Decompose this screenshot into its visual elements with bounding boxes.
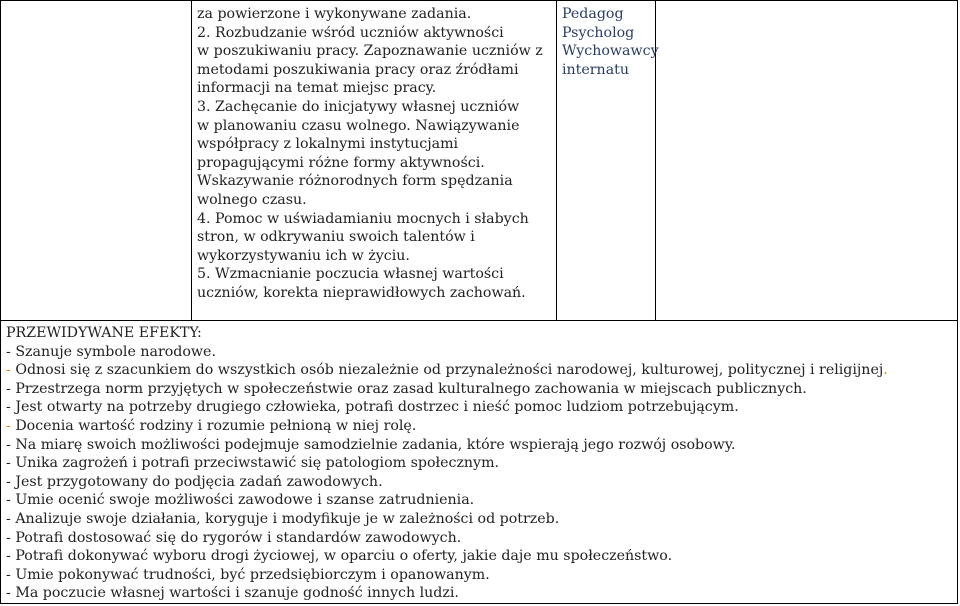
task-line: w poszukiwaniu pracy. Zapoznawanie uczniów z xyxy=(197,43,543,60)
effect-item xyxy=(6,584,957,603)
task-line: propagującymi różne formy aktywności. xyxy=(197,154,485,171)
effect-bullet-dash: - xyxy=(6,473,16,490)
effect-bullet-dash: - xyxy=(6,548,16,565)
effects-list xyxy=(6,343,957,603)
task-line: 3. Zachęcanie do inicjatywy własnej uczniów xyxy=(197,98,520,115)
effects-cell xyxy=(1,321,958,604)
effect-bullet-dash: - xyxy=(6,529,16,546)
effect-bullet-dash: - xyxy=(6,380,16,397)
responsible-line: Pedagog xyxy=(562,6,624,22)
effects-row xyxy=(1,321,958,604)
effect-text: Szanuje symbole narodowe. xyxy=(15,343,216,360)
effect-text: Analizuje swoje działania, koryguje i modyfikuje je w zależności od potrzeb. xyxy=(15,510,560,527)
effect-text: Umie ocenić swoje możliwości zawodowe i szanse zatrudnienia. xyxy=(15,492,475,509)
effect-bullet-dash: - xyxy=(6,399,16,416)
effect-item xyxy=(6,343,957,362)
effect-text: Odnosi się z szacunkiem do wszystkich osób niezależnie od przynależności narodowej, kulturowej, politycznej i religijnej xyxy=(15,362,884,379)
task-line: informacji na temat miejsc pracy. xyxy=(197,80,437,97)
effect-text: Potrafi dokonywać wyboru drogi życiowej, w oparciu o oferty, jakie daje mu społeczeństwo. xyxy=(15,548,673,565)
effect-item xyxy=(6,454,957,473)
effect-item xyxy=(6,547,957,566)
effect-text: Unika zagrożeń i potrafi przeciwstawić się patologiom społecznym. xyxy=(15,455,500,472)
effect-text: Ma poczucie własnej wartości i szanuje godność innych ludzi. xyxy=(15,585,459,602)
effect-item xyxy=(6,473,957,492)
effect-text: Potrafi dostosować się do rygorów i standardów zawodowych. xyxy=(15,529,462,546)
responsible-line: internatu xyxy=(562,61,629,78)
effect-bullet-dash: - xyxy=(6,343,16,360)
task-line: 2. Rozbudzanie wśród uczniów aktywności xyxy=(197,24,504,41)
responsible-line: Wychowawcy xyxy=(562,43,659,60)
effect-text: Na miarę swoich możliwości podejmuje samodzielnie zadania, które wspierają jego rozwój osobowy. xyxy=(15,436,736,453)
effect-text: Jest przygotowany do podjęcia zadań zawodowych. xyxy=(15,473,383,490)
task-line: za powierzone i wykonywane zadania. xyxy=(197,6,472,22)
task-line: 4. Pomoc w uświadamianiu mocnych i słabych xyxy=(197,210,529,227)
tasks-list xyxy=(197,5,556,303)
task-line: stron, w odkrywaniu swoich talentów i xyxy=(197,229,475,246)
effect-bullet-dash: - xyxy=(6,417,16,434)
effect-item xyxy=(6,361,957,380)
task-line: metodami poszukiwania pracy oraz źródłami xyxy=(197,61,519,78)
effect-text: Przestrzega norm przyjętych w społeczeństwie oraz zasad kulturalnego zachowania w miejscach publicznych. xyxy=(15,380,807,397)
effect-bullet-dash: - xyxy=(6,492,16,509)
task-line: Wskazywanie różnorodnych form spędzania xyxy=(197,173,513,190)
empty-right-cell xyxy=(656,1,958,321)
task-line: współpracy z lokalnymi instytucjami xyxy=(197,136,459,153)
effect-bullet-dash: - xyxy=(6,585,16,602)
effect-bullet-dash: - xyxy=(6,436,16,453)
effect-bullet-dash: - xyxy=(6,510,16,527)
effect-item xyxy=(6,491,957,510)
effect-bullet-dash: - xyxy=(6,566,16,583)
effect-item xyxy=(6,529,957,548)
effects-heading: PRZEWIDYWANE EFEKTY: xyxy=(6,325,202,341)
empty-left-cell xyxy=(1,1,192,321)
task-line: 5. Wzmacnianie poczucia własnej wartości xyxy=(197,266,504,283)
responsible-list xyxy=(562,5,659,79)
effect-item xyxy=(6,436,957,455)
effect-text: Jest otwarty na potrzeby drugiego człowieka, potrafi dostrzec i nieść pomoc ludziom potrzebującym. xyxy=(15,399,739,416)
effect-item xyxy=(6,398,957,417)
effect-bullet-dash: - xyxy=(6,362,16,379)
tasks-row xyxy=(1,1,958,321)
task-line: wolnego czasu. xyxy=(197,191,307,208)
task-line: wykorzystywaniu ich w życiu. xyxy=(197,247,410,264)
effect-item xyxy=(6,380,957,399)
effect-text: Umie pokonywać trudności, być przedsiębiorczym i opanowanym. xyxy=(15,566,490,583)
tasks-cell xyxy=(192,1,557,321)
task-line: uczniów, korekta nieprawidłowych zachowań. xyxy=(197,284,526,301)
effect-text: Docenia wartość rodziny i rozumie pełnioną w niej rolę. xyxy=(15,417,417,434)
effect-item xyxy=(6,510,957,529)
responsible-cell xyxy=(557,1,659,321)
effect-bullet-dash: - xyxy=(6,455,16,472)
task-line: w planowaniu czasu wolnego. Nawiązywanie xyxy=(197,117,520,134)
effect-item xyxy=(6,417,957,436)
effect-trailing-mark: . xyxy=(883,362,888,379)
responsible-line: Psycholog xyxy=(562,24,635,41)
effect-item xyxy=(6,566,957,585)
